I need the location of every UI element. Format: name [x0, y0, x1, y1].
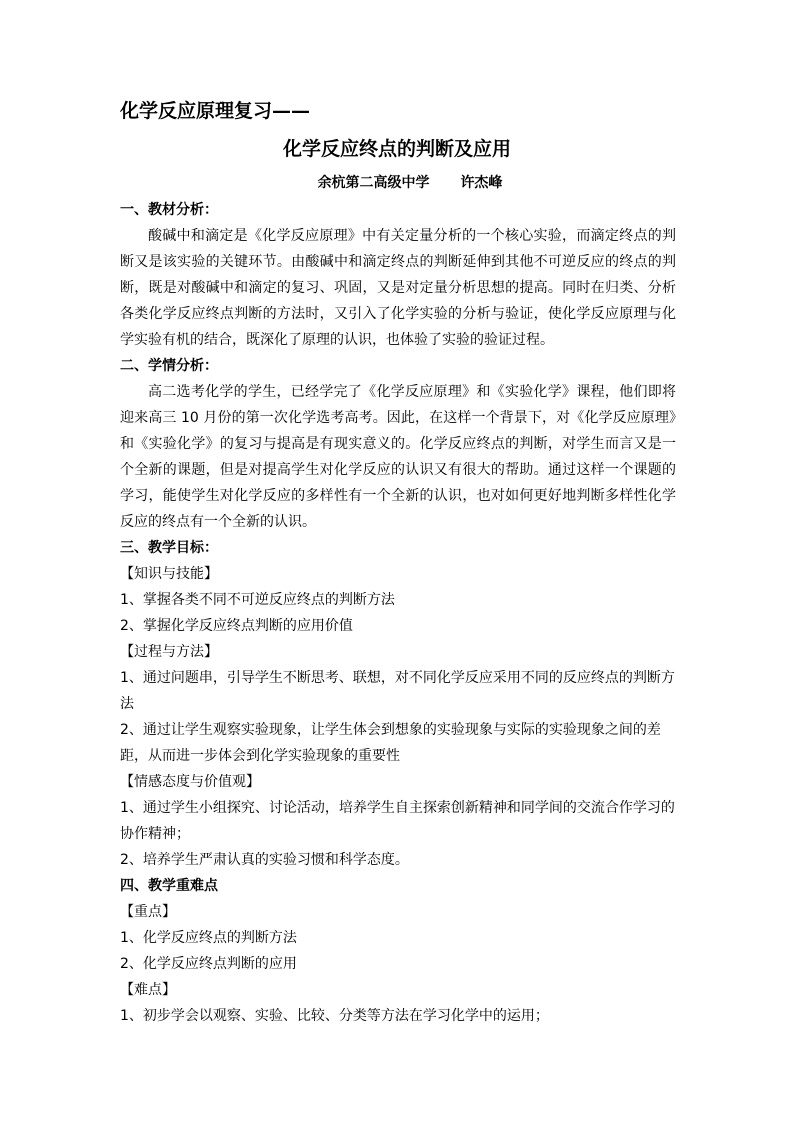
- list-item: 2、通过让学生观察实验现象，让学生体会到想象的实验现象与实际的实验现象之间的差距，从而进一步体会到化学实验现象的重要性: [120, 722, 661, 764]
- author-school: 余杭第二高级中学: [317, 175, 430, 191]
- author-line: [0, 173, 794, 193]
- section-1-heading: 一、教材分析：: [120, 202, 218, 218]
- section-1-paragraph: 酸碱中和滴定是《化学反应原理》中有关定量分析的一个核心实验，而滴定终点的判断又是该实验的关键环节。由酸碱中和滴定终点的判断延伸到其他不可逆反应的终点的判断，既是对酸碱中和滴定的复习、巩固，又是对定量分析思想的提高。同时在归类、分析各类化学反应终点判断的方法时，又引入了化学实验的分析与验证，使化学反应原理与化学实验有机的结合，既深化了原理的认识，也体验了实验的验证过程。: [120, 228, 676, 348]
- title-line-2: 化学反应终点的判断及应用: [282, 138, 511, 160]
- objective-tag-attitude: 【情感态度与价值观】: [120, 774, 260, 790]
- list-item: 1、通过问题串，引导学生不断思考、联想，对不同化学反应采用不同的反应终点的判断方法: [120, 670, 675, 712]
- list-item: 2、掌握化学反应终点判断的应用价值: [120, 618, 353, 634]
- objective-tag-knowledge: 【知识与技能】: [120, 566, 218, 582]
- title-line-1: 化学反应原理复习——: [120, 100, 311, 122]
- document-body: [120, 197, 676, 1029]
- list-item: 1、通过学生小组探究、讨论活动，培养学生自主探索创新精神和同学间的交流合作学习的协作精神；: [120, 800, 675, 842]
- objective-tag-process: 【过程与方法】: [120, 644, 218, 660]
- section-4-heading: 四、教学重难点: [120, 878, 218, 894]
- section-2-heading: 二、学情分析：: [120, 358, 218, 374]
- difficult-point-tag: 【难点】: [120, 982, 176, 998]
- key-point-tag: 【重点】: [120, 904, 176, 920]
- list-item: 1、化学反应终点的判断方法: [120, 930, 297, 946]
- list-item: 2、化学反应终点判断的应用: [120, 956, 297, 972]
- section-2-paragraph: 高二选考化学的学生，已经学完了《化学反应原理》和《实验化学》课程，他们即将迎来高三 10 月份的第一次化学选考高考。因此，在这样一个背景下，对《化学反应原理》和《实验化学》的复习与提高是有现实意义的。化学反应终点的判断，对学生而言又是一个全新的课题，但是对提高学生对化学反应的认识又有很大的帮助。通过这样一个课题的学习，能使学生对化学反应的多样性有一个全新的认识，也对如何更好地判断多样性化学反应的终点有一个全新的认识。: [120, 384, 676, 530]
- list-item: 1、初步学会以观察、实验、比较、分类等方法在学习化学中的运用；: [120, 1008, 549, 1024]
- list-item: 1、掌握各类不同不可逆反应终点的判断方法: [120, 592, 395, 608]
- list-item: 2、培养学生严肃认真的实验习惯和科学态度。: [120, 852, 409, 868]
- section-3-heading: 三、教学目标：: [120, 540, 218, 556]
- author-name: 许杰峰: [460, 175, 503, 191]
